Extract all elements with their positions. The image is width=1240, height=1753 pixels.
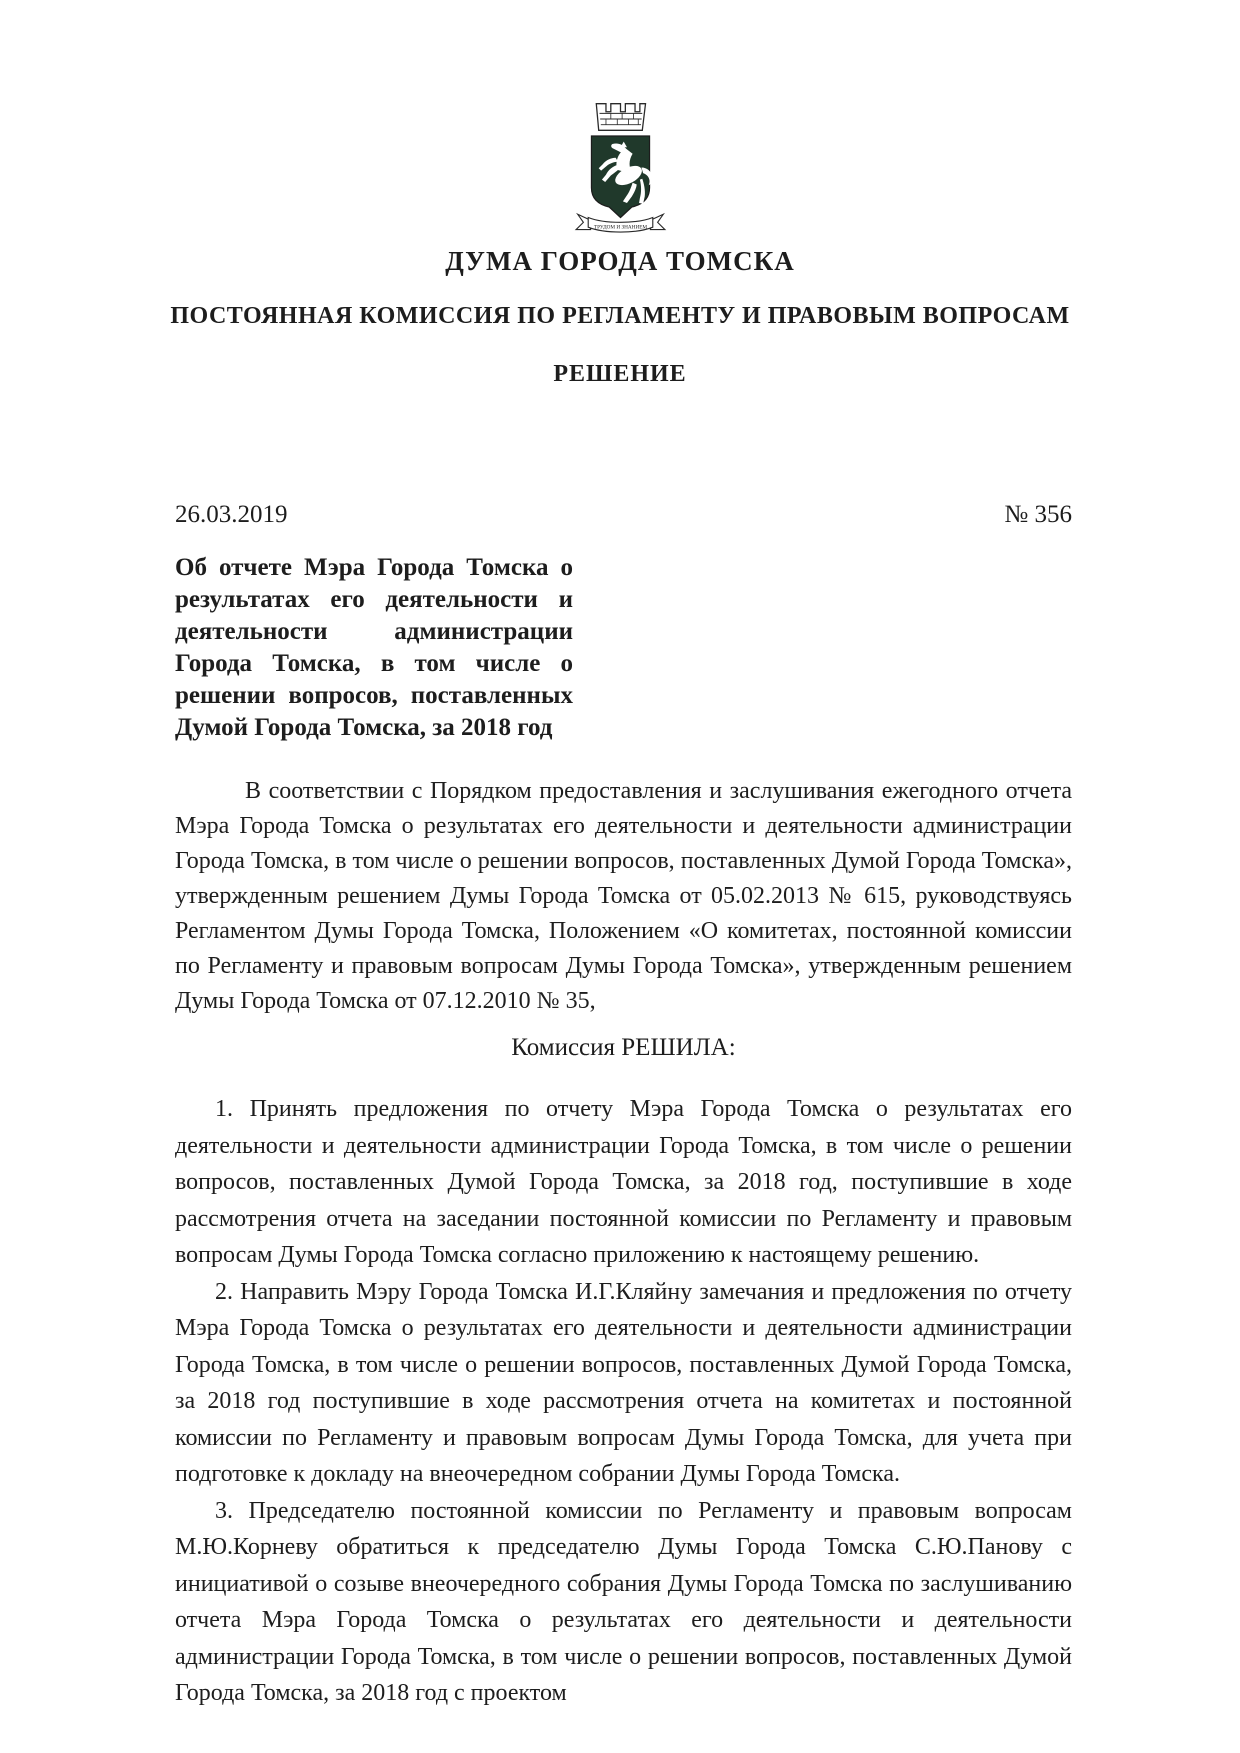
resolution-item-2: 2. Направить Мэру Города Томска И.Г.Кляйну замечания и предложения по отчету Мэра Города Томска о результатах его деятельности и деятельности администрации Города Томска, в том числе о решении вопросов, поставленных Думой Города Томска, за 2018 год поступившие в ходе рассмотрения отчета на комитетах и постоянной комиссии по Регламенту и правовым вопросам Думы Города Томска, для учета при подготовке к докладу на внеочередном собрании Думы Города Томска. [175, 1278, 1072, 1487]
preamble-paragraph: В соответствии с Порядком предоставления и заслушивания ежегодного отчета Мэра Города Томска о результатах его деятельности и деятельности администрации Города Томска, в том числе о решении вопросов, поставленных Думой Города Томска», утвержденным решением Думы Города Томска от 05.02.2013 № 615, руководствуясь Регламентом Думы Города Томска, Положением «О комитетах, постоянной комиссии по Регламенту и правовым вопросам Думы Города Томска», утвержденным решением Думы Города Томска от 07.12.2010 № 35, [175, 778, 1072, 1014]
resolution-items [175, 1091, 1072, 1712]
subject-block: Об отчете Мэра Города Томска о результатах его деятельности и деятельности администрации Города Томска, в том числе о решении вопросов, поставленных Думой Города Томска, за 2018 год [175, 554, 573, 741]
resolution-item-1: 1. Принять предложения по отчету Мэра Города Томска о результатах его деятельности и деятельности администрации Города Томска, в том числе о решении вопросов, поставленных Думой Города Томска, за 2018 год, поступившие в ходе рассмотрения отчета на заседании постоянной комиссии по Регламенту и правовым вопросам Думы Города Томска согласно приложению к настоящему решению. [175, 1096, 1072, 1268]
mural-crown-icon [596, 104, 645, 131]
document-type-title: РЕШЕНИЕ [553, 361, 687, 387]
commission-title: ПОСТОЯННАЯ КОМИССИЯ ПО РЕГЛАМЕНТУ И ПРАВОВЫМ ВОПРОСАМ [170, 303, 1070, 329]
document-number: № 356 [1004, 501, 1072, 528]
emblem-container [0, 0, 1240, 238]
resolution-item-3: 3. Председателю постоянной комиссии по Регламенту и правовым вопросам М.Ю.Корневу обратиться к председателю Думы Города Томска С.Ю.Панову с инициативой о созыве внеочередного собрания Думы Города Томска по заслушиванию отчета Мэра Города Томска о результатах его деятельности и деятельности администрации Города Томска, в том числе о решении вопросов, поставленных Думой Города Томска, за 2018 год с проектом [175, 1497, 1072, 1706]
meta-row [175, 500, 1072, 530]
organization-title: ДУМА ГОРОДА ТОМСКА [445, 246, 795, 276]
resolution-heading: Комиссия РЕШИЛА: [511, 1034, 736, 1061]
document-date: 26.03.2019 [175, 501, 288, 528]
tomsk-coat-of-arms-icon [564, 84, 677, 238]
motto-text: ТРУДОМ И ЗНАНИЕМ [593, 224, 647, 231]
